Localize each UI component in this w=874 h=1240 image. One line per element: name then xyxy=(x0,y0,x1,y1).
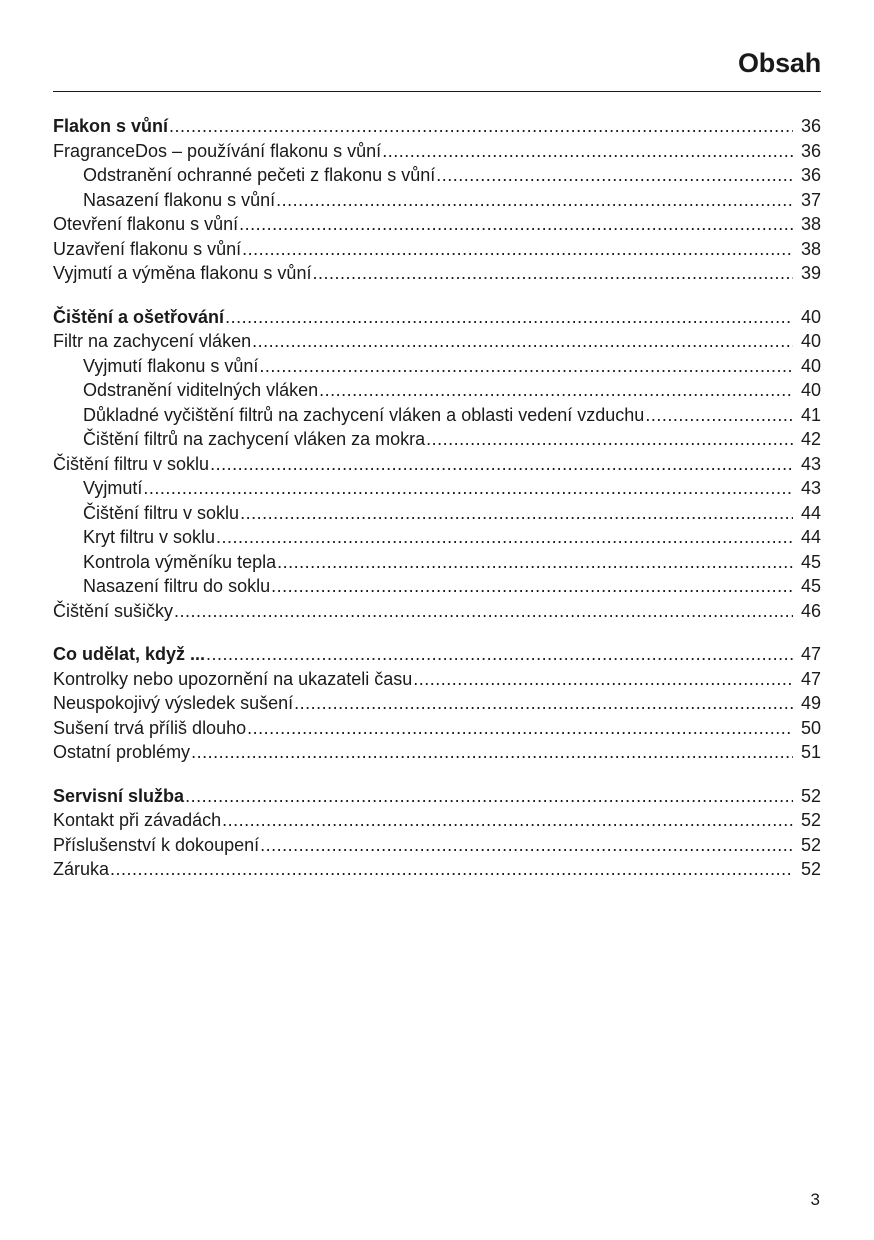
toc-entry-label: Čištění filtru v soklu xyxy=(83,502,240,523)
dot-leader xyxy=(206,642,793,667)
toc-page-number: 52 xyxy=(800,859,821,879)
toc-entry[interactable] xyxy=(53,452,821,477)
toc-page-number: 52 xyxy=(800,785,821,806)
toc-page-number: 45 xyxy=(800,551,821,572)
toc-entry[interactable] xyxy=(53,212,821,237)
toc-page-number: 44 xyxy=(800,502,821,523)
toc-page-number: 49 xyxy=(800,693,821,713)
toc-entry-label: Nasazení filtru do soklu xyxy=(83,576,271,596)
toc-entry-label: Sušení trvá příliš dlouho xyxy=(53,717,247,738)
toc-chapter-heading[interactable] xyxy=(53,305,821,330)
toc-entry-label: Kontakt při závadách xyxy=(53,810,222,830)
title-divider xyxy=(53,91,821,92)
toc-entry-label: Čištění a ošetřování xyxy=(53,306,225,327)
dot-leader xyxy=(225,305,793,330)
toc-entry-label: Vyjmutí flakonu s vůní xyxy=(83,355,259,376)
dot-leader xyxy=(185,784,793,809)
toc-page-number: 47 xyxy=(800,668,821,689)
toc-page-number: 43 xyxy=(800,478,821,498)
dot-leader xyxy=(239,212,793,237)
toc-entry-label: Důkladné vyčištění filtrů na zachycení vláken a oblasti vedení vzduchu xyxy=(83,404,645,425)
toc-entry-label: Čištění filtru v soklu xyxy=(53,453,210,474)
toc-page-number: 36 xyxy=(800,140,821,161)
toc-page-number: 37 xyxy=(800,189,821,210)
toc-entry-label: Kryt filtru v soklu xyxy=(83,527,216,547)
dot-leader xyxy=(169,114,793,139)
toc-entry-label: Kontrola výměníku tepla xyxy=(83,551,277,572)
toc-page-number: 40 xyxy=(800,306,821,327)
toc-section xyxy=(53,642,821,765)
toc-entry[interactable] xyxy=(53,857,821,882)
toc-entry-label: Odstranění ochranné pečeti z flakonu s vůní xyxy=(83,165,436,185)
toc-entry[interactable] xyxy=(53,139,821,164)
toc-page-number: 36 xyxy=(800,165,821,185)
toc-page-number: 43 xyxy=(800,453,821,474)
toc-subentry[interactable] xyxy=(53,550,821,575)
page-title: Obsah xyxy=(737,48,821,78)
toc-entry-label: Filtr na zachycení vláken xyxy=(53,331,252,351)
toc-entry[interactable] xyxy=(53,261,821,286)
toc-subentry[interactable] xyxy=(53,501,821,526)
toc-entry[interactable] xyxy=(53,716,821,741)
dot-leader xyxy=(222,808,793,833)
toc-entry[interactable] xyxy=(53,833,821,858)
toc-subentry[interactable] xyxy=(53,525,821,550)
toc-entry-label: FragranceDos – používání flakonu s vůní xyxy=(53,140,382,161)
dot-leader xyxy=(216,525,793,550)
toc-section xyxy=(53,784,821,882)
dot-leader xyxy=(252,329,793,354)
toc-page-number: 52 xyxy=(800,810,821,830)
toc-page-number: 46 xyxy=(800,600,821,621)
toc-section xyxy=(53,114,821,286)
toc-page-number: 51 xyxy=(800,742,821,762)
toc-entry[interactable] xyxy=(53,691,821,716)
toc-entry-label: Vyjmutí xyxy=(83,478,143,498)
toc-page-number: 45 xyxy=(800,576,821,596)
toc-entry[interactable] xyxy=(53,599,821,624)
toc-chapter-heading[interactable] xyxy=(53,784,821,809)
toc-page-number: 50 xyxy=(800,717,821,738)
toc-entry-label: Ostatní problémy xyxy=(53,742,191,762)
toc-section xyxy=(53,305,821,624)
dot-leader xyxy=(143,476,793,501)
toc-entry[interactable] xyxy=(53,740,821,765)
toc-entry-label: Otevření flakonu s vůní xyxy=(53,214,239,234)
toc-chapter-heading[interactable] xyxy=(53,642,821,667)
toc-page-number: 42 xyxy=(800,429,821,449)
toc-page-number: 44 xyxy=(800,527,821,547)
toc-subentry[interactable] xyxy=(53,403,821,428)
toc-subentry[interactable] xyxy=(53,354,821,379)
toc-entry-label: Neuspokojivý výsledek sušení xyxy=(53,693,294,713)
dot-leader xyxy=(110,857,793,882)
toc-entry-label: Čištění sušičky xyxy=(53,600,174,621)
toc-entry-label: Čištění filtrů na zachycení vláken za mokra xyxy=(83,429,426,449)
toc-page-number: 40 xyxy=(800,331,821,351)
toc-page-number: 40 xyxy=(800,380,821,400)
dot-leader xyxy=(319,378,793,403)
toc-page-number: 41 xyxy=(800,404,821,425)
toc-entry[interactable] xyxy=(53,237,821,262)
toc-entry-label: Odstranění viditelných vláken xyxy=(83,380,319,400)
toc-entry-label: Flakon s vůní xyxy=(53,116,169,136)
toc-page-number: 52 xyxy=(800,834,821,855)
toc-subentry[interactable] xyxy=(53,574,821,599)
dot-leader xyxy=(174,599,793,624)
dot-leader xyxy=(259,354,793,379)
dot-leader xyxy=(276,188,793,213)
toc-entry[interactable] xyxy=(53,808,821,833)
dot-leader xyxy=(277,550,793,575)
page-number: 3 xyxy=(810,1190,820,1209)
dot-leader xyxy=(247,716,793,741)
toc-subentry[interactable] xyxy=(53,378,821,403)
dot-leader xyxy=(260,833,793,858)
toc-entry-label: Servisní služba xyxy=(53,785,185,806)
toc-subentry[interactable] xyxy=(53,427,821,452)
toc-subentry[interactable] xyxy=(53,476,821,501)
toc-page-number: 47 xyxy=(800,644,821,664)
toc-subentry[interactable] xyxy=(53,188,821,213)
dot-leader xyxy=(242,237,793,262)
dot-leader xyxy=(312,261,793,286)
toc-entry-label: Co udělat, když ... xyxy=(53,644,206,664)
dot-leader xyxy=(436,163,793,188)
toc-entry[interactable] xyxy=(53,667,821,692)
dot-leader xyxy=(294,691,793,716)
table-of-contents xyxy=(53,114,821,901)
toc-entry-label: Záruka xyxy=(53,859,110,879)
toc-entry-label: Nasazení flakonu s vůní xyxy=(83,189,276,210)
toc-entry-label: Uzavření flakonu s vůní xyxy=(53,238,242,259)
dot-leader xyxy=(382,139,793,164)
toc-entry[interactable] xyxy=(53,329,821,354)
dot-leader xyxy=(210,452,793,477)
dot-leader xyxy=(271,574,793,599)
toc-entry-label: Kontrolky nebo upozornění na ukazateli času xyxy=(53,668,413,689)
toc-page-number: 36 xyxy=(800,116,821,136)
toc-page-number: 40 xyxy=(800,355,821,376)
toc-entry-label: Vyjmutí a výměna flakonu s vůní xyxy=(53,263,312,283)
dot-leader xyxy=(645,403,793,428)
toc-page-number: 38 xyxy=(800,238,821,259)
toc-entry-label: Příslušenství k dokoupení xyxy=(53,834,260,855)
dot-leader xyxy=(240,501,793,526)
toc-page-number: 39 xyxy=(800,263,821,283)
dot-leader xyxy=(426,427,793,452)
toc-chapter-heading[interactable] xyxy=(53,114,821,139)
dot-leader xyxy=(191,740,793,765)
toc-subentry[interactable] xyxy=(53,163,821,188)
dot-leader xyxy=(413,667,793,692)
toc-page-number: 38 xyxy=(800,214,821,234)
